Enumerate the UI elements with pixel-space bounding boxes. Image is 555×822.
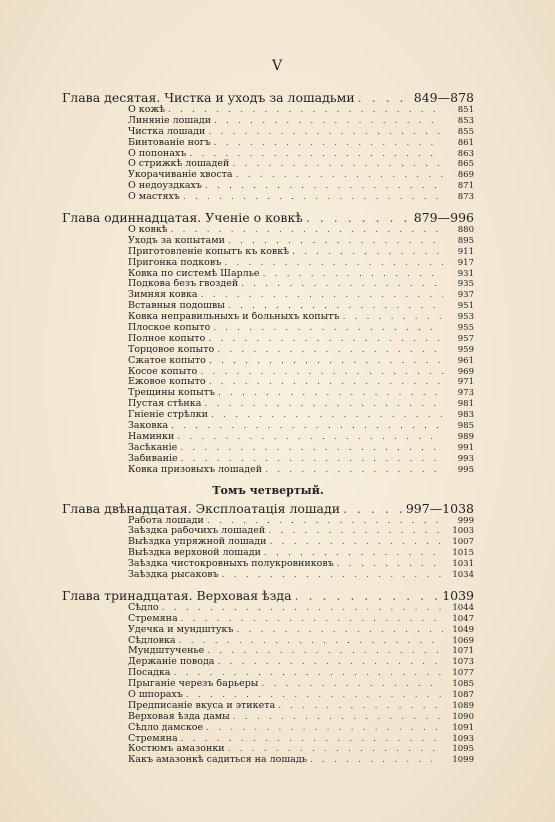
leader-dots [207, 516, 443, 527]
entry-page: 869 [457, 170, 474, 181]
entry-page: 981 [457, 399, 474, 410]
leader-dots [186, 690, 443, 701]
toc-entry [128, 345, 474, 356]
chapter-title: Глава десятая. Чистка и уходъ за лошадьми [62, 91, 355, 105]
entry-label: Ковка неправильныхъ и больныхъ копытъ [128, 312, 340, 323]
leader-dots [204, 399, 443, 410]
entry-label: О мастяхъ [128, 192, 180, 203]
entry-label: Костюмъ амазонки [128, 744, 225, 755]
leader-dots [241, 279, 443, 290]
leader-dots [214, 138, 443, 149]
leader-dots [228, 236, 443, 247]
entry-page: 917 [457, 257, 474, 268]
section-gap [62, 203, 474, 208]
leader-dots [337, 559, 443, 570]
entry-page: 983 [457, 410, 474, 421]
leader-dots [200, 367, 443, 378]
toc-entry [128, 734, 474, 745]
entry-page: 853 [457, 115, 474, 126]
entry-label: Ежовое копыто [128, 377, 206, 388]
leader-dots [264, 548, 443, 559]
entry-page: 985 [457, 421, 474, 432]
leader-dots [171, 421, 443, 432]
entry-label: Пригонка подковъ [128, 257, 222, 268]
entry-page: 959 [457, 344, 474, 355]
leader-dots [292, 247, 443, 258]
entry-label: Какъ амазонкѣ садиться на лошадь [128, 755, 307, 766]
entry-label: Засѣканіе [128, 442, 178, 453]
entry-page: 955 [457, 323, 474, 334]
leader-dots [213, 323, 443, 334]
toc-entry [128, 537, 474, 548]
leader-dots [343, 502, 403, 516]
entry-label: Стремяна [128, 733, 178, 744]
leader-dots [228, 744, 443, 755]
toc-entry [128, 323, 474, 334]
entry-page: 880 [457, 225, 474, 236]
chapter-page-range: 849—878 [413, 91, 474, 105]
leader-dots [233, 712, 443, 723]
chapter-title: Глава тринадцатая. Верховая ѣзда [62, 588, 292, 603]
leader-dots [177, 432, 443, 443]
toc-entry [128, 116, 474, 127]
entry-label: Заѣздка чистокровныхъ полукровниковъ [128, 559, 334, 570]
chapter-heading [62, 91, 474, 105]
leader-dots [278, 701, 443, 712]
toc-entry [128, 312, 474, 323]
leader-dots [181, 454, 443, 465]
entry-label: Пустая стѣнка [128, 399, 202, 410]
entry-list [128, 225, 474, 475]
entry-page: 1047 [452, 613, 474, 624]
entry-label: Мундштученье [128, 646, 205, 657]
chapter-page-range: 997—1038 [405, 501, 474, 516]
leader-dots [211, 410, 443, 421]
toc-entry [128, 290, 474, 301]
toc-entry [128, 432, 474, 443]
toc-entry [128, 570, 474, 581]
entry-page: 999 [457, 515, 474, 526]
entry-page: 1071 [452, 646, 474, 657]
entry-page: 895 [457, 235, 474, 246]
entry-page: 1044 [452, 602, 474, 613]
entry-label: Чистка лошади [128, 126, 206, 137]
leader-dots [263, 269, 443, 280]
entry-label: Плоское копыто [128, 323, 211, 334]
entry-page: 1093 [452, 733, 474, 744]
leader-dots [217, 657, 443, 668]
toc-entry [128, 192, 474, 203]
leader-dots [268, 526, 443, 537]
entry-label: Наминки [128, 431, 175, 442]
entry-page: 861 [457, 137, 474, 148]
entry-page: 1015 [452, 548, 474, 559]
entry-page: 951 [457, 301, 474, 312]
chapter-page-range: 879—996 [413, 211, 474, 226]
entry-label: Удечка и мундштукъ [128, 624, 234, 635]
table-of-contents [62, 88, 474, 766]
entry-label: Бинтованіе ногъ [128, 137, 211, 148]
page-number: V [271, 58, 284, 74]
entry-label: Забиваніе [128, 453, 178, 464]
entry-list [128, 603, 474, 766]
toc-entry [128, 181, 474, 192]
toc-entry [128, 367, 474, 378]
leader-dots [232, 159, 443, 170]
chapter-heading [62, 589, 474, 603]
toc-entry [128, 377, 474, 388]
entry-label: Предписаніе вкуса и этикета [128, 700, 276, 711]
entry-label: Посадка [128, 668, 171, 679]
leader-dots [208, 127, 443, 138]
toc-entry [128, 625, 474, 636]
entry-label: Сжатое копыто [128, 355, 206, 366]
entry-page: 1085 [452, 679, 474, 690]
entry-page: 971 [457, 377, 474, 388]
toc-entry [128, 421, 474, 432]
leader-dots [179, 636, 443, 647]
leader-dots [358, 91, 411, 105]
toc-entry [128, 744, 474, 755]
toc-entry [128, 399, 474, 410]
leader-dots [180, 443, 443, 454]
entry-page: 855 [457, 126, 474, 137]
leader-dots [173, 668, 443, 679]
entry-label: Прыганіе черезъ барьеры [128, 679, 259, 690]
entry-page: 953 [457, 312, 474, 323]
toc-entry [128, 755, 474, 766]
toc-entry [128, 657, 474, 668]
leader-dots [209, 356, 443, 367]
leader-dots [205, 181, 443, 192]
entry-page: 851 [457, 105, 474, 115]
leader-dots [228, 301, 443, 312]
toc-entry [128, 679, 474, 690]
entry-label: Заѣздка рысаковъ [128, 569, 219, 580]
leader-dots [342, 312, 443, 323]
leader-dots [236, 625, 443, 636]
chapter-heading [62, 502, 474, 516]
entry-page: 935 [457, 279, 474, 290]
toc-entry [128, 701, 474, 712]
entry-label: О недоуздкахъ [128, 181, 202, 192]
chapter-title: Глава одиннадцатая. Ученіе о ковкѣ [62, 211, 303, 226]
entry-label: Заковка [128, 421, 169, 432]
entry-page: 1087 [452, 689, 474, 700]
entry-page: 865 [457, 159, 474, 170]
entry-page: 911 [457, 246, 474, 257]
toc-entry [128, 301, 474, 312]
entry-label: Подкова безъ гвоздей [128, 279, 239, 290]
leader-dots [162, 603, 443, 614]
toc-entry [128, 356, 474, 367]
leader-dots [183, 192, 443, 203]
entry-label: Заѣздка рабочихъ лошадей [128, 526, 266, 537]
entry-page: 991 [457, 442, 474, 453]
entry-page: 957 [457, 333, 474, 344]
entry-label: О кожѣ [128, 105, 165, 115]
entry-page: 937 [457, 290, 474, 301]
entry-label: Держаніе повода [128, 657, 215, 668]
toc-entry [128, 388, 474, 399]
leader-dots [209, 377, 443, 388]
leader-dots [181, 734, 443, 745]
toc-entry [128, 465, 474, 476]
entry-page: 873 [457, 192, 474, 203]
entry-label: Стремяна [128, 613, 178, 624]
toc-entry [128, 548, 474, 559]
leader-dots [201, 290, 443, 301]
toc-entry [128, 443, 474, 454]
entry-page: 1099 [452, 755, 474, 766]
entry-page: 1073 [452, 657, 474, 668]
toc-entry [128, 258, 474, 269]
leader-dots [310, 755, 443, 766]
toc-entry [128, 247, 474, 258]
entry-label: Сѣдло [128, 602, 159, 613]
entry-label: Уходъ за копытами [128, 235, 225, 246]
entry-label: Приготовленіе копытъ къ ковкѣ [128, 246, 289, 257]
entry-page: 1049 [452, 624, 474, 635]
leader-dots [206, 723, 443, 734]
entry-label: Гніеніе стрѣлки [128, 410, 208, 421]
entry-page: 1095 [452, 744, 474, 755]
leader-dots [236, 170, 443, 181]
entry-list [128, 516, 474, 581]
entry-page: 1031 [452, 559, 474, 570]
entry-page: 1003 [452, 526, 474, 537]
leader-dots [189, 149, 443, 160]
toc-entry [128, 269, 474, 280]
entry-page: 973 [457, 388, 474, 399]
entry-list [128, 105, 474, 203]
entry-label: О шпорахъ [128, 689, 183, 700]
entry-label: Ковка призовыхъ лошадей [128, 464, 263, 475]
entry-label: Линяніе лошади [128, 115, 212, 126]
entry-label: Зимняя ковка [128, 290, 198, 301]
entry-page: 969 [457, 366, 474, 377]
entry-page: 1090 [452, 711, 474, 722]
entry-label: Трещины копытъ [128, 388, 215, 399]
entry-page: 995 [457, 464, 474, 475]
volume-heading: Томъ четвертый. [212, 483, 324, 497]
entry-label: О стрижкѣ лошадей [128, 159, 230, 170]
entry-label: Сѣдло дамское [128, 722, 204, 733]
entry-page: 989 [457, 431, 474, 442]
leader-dots [222, 570, 443, 581]
leader-dots [270, 537, 444, 548]
toc-entry [128, 614, 474, 625]
entry-label: Верховая ѣзда дамы [128, 711, 230, 722]
toc-entry [128, 646, 474, 657]
chapter-heading [62, 211, 474, 225]
toc-entry [128, 723, 474, 734]
entry-page: 1069 [452, 635, 474, 646]
entry-page: 1007 [452, 537, 474, 548]
toc-entry [128, 690, 474, 701]
toc-entry [128, 105, 474, 116]
leader-dots [207, 646, 443, 657]
toc-entry [128, 334, 474, 345]
leader-dots [168, 105, 443, 116]
leader-dots [218, 388, 443, 399]
toc-entry [128, 225, 474, 236]
toc-entry [128, 454, 474, 465]
toc-entry [128, 159, 474, 170]
toc-entry [128, 668, 474, 679]
entry-label: О ковкѣ [128, 225, 168, 236]
toc-entry [128, 410, 474, 421]
leader-dots [295, 589, 440, 603]
toc-entry [128, 712, 474, 723]
entry-label: Полное копыто [128, 333, 206, 344]
entry-label: Выѣздка верховой лошади [128, 548, 261, 559]
entry-page: 961 [457, 355, 474, 366]
entry-label: Сѣдловка [128, 635, 176, 646]
leader-dots [265, 465, 443, 476]
entry-label: О попонахъ [128, 148, 187, 159]
entry-label: Выѣздка упряжной лошади [128, 537, 267, 548]
toc-entry [128, 127, 474, 138]
leader-dots [217, 345, 443, 356]
toc-entry [128, 603, 474, 614]
leader-dots [306, 211, 411, 225]
entry-label: Работа лошади [128, 515, 204, 526]
entry-label: Ковка по системѣ Шарлье [128, 268, 260, 279]
toc-entry [128, 526, 474, 537]
toc-entry [128, 138, 474, 149]
entry-page: 931 [457, 268, 474, 279]
toc-entry [128, 236, 474, 247]
leader-dots [214, 116, 443, 127]
entry-page: 1034 [452, 569, 474, 580]
leader-dots [170, 225, 443, 236]
toc-entry [128, 636, 474, 647]
toc-entry [128, 279, 474, 290]
entry-page: 863 [457, 148, 474, 159]
entry-page: 871 [457, 181, 474, 192]
entry-page: 1091 [452, 722, 474, 733]
entry-label: Укорачиваніе хвоста [128, 170, 233, 181]
entry-page: 1077 [452, 668, 474, 679]
toc-entry [128, 516, 474, 527]
section-gap [62, 581, 474, 586]
leader-dots [208, 334, 443, 345]
leader-dots [261, 679, 443, 690]
chapter-title: Глава двѣнадцатая. Эксплоатація лошади [62, 501, 341, 516]
toc-entry [128, 170, 474, 181]
entry-label: Косое копыто [128, 366, 198, 377]
leader-dots [224, 258, 443, 269]
entry-page: 993 [457, 453, 474, 464]
entry-label: Торцовое копыто [128, 344, 215, 355]
chapter-page-range: 1039 [442, 588, 474, 603]
entry-label: Вставныя подошвы [128, 301, 225, 312]
toc-entry [128, 559, 474, 570]
toc-entry [128, 149, 474, 160]
leader-dots [181, 614, 443, 625]
entry-page: 1089 [452, 700, 474, 711]
